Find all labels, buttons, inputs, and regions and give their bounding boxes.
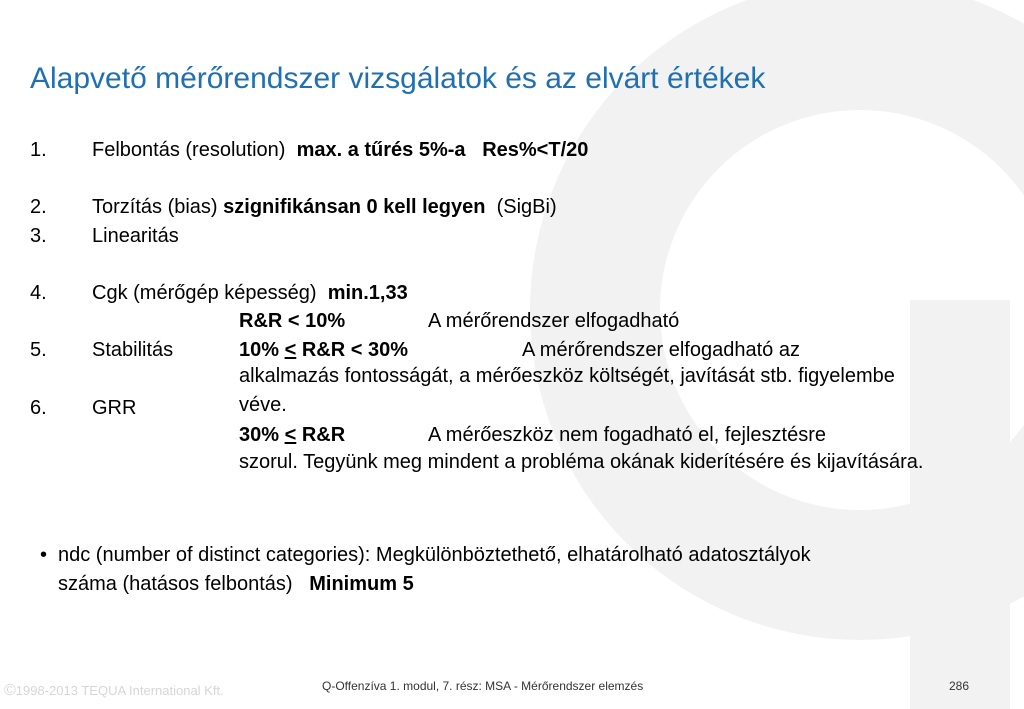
list-item [30,138,47,162]
item-label: Felbontás (resolution) [92,139,286,161]
ndc-bullet [40,541,818,599]
list-item-text [92,281,408,305]
item-number: 6. [30,397,47,419]
bullet-bold: Minimum 5 [309,573,414,595]
item-label: GRR [92,397,137,419]
item-label: Linearitás [92,225,179,247]
item-number: 1. [30,139,47,161]
grr-criterion-1-label: R&R < 10% [239,310,346,332]
list-item [30,224,47,248]
copyright [4,682,224,700]
bullet-marker: • [40,544,48,566]
copyright-icon: © [4,682,16,699]
grr-criterion-2-continuation: alkalmazás fontosságát, a mérőeszköz költségét, javítását stb. figyelembe véve. [239,365,895,416]
page-title: Alapvető mérőrendszer vizsgálatok és az elvárt értékek [30,62,766,95]
bullet-text-block [58,541,818,599]
item-number: 4. [30,282,47,304]
grr-criterion-2-label [239,338,408,362]
item-value: max. a tűrés 5%-a Res%<T/20 [296,139,589,161]
page-number: 286 [949,679,970,693]
item-number: 3. [30,225,47,247]
grr-label-part: 10% [239,339,285,361]
grr-label-part: R&R [296,424,346,446]
list-item-text [92,396,136,420]
list-item [30,195,47,219]
item-number: 2. [30,196,47,218]
item-value: szignifikánsan 0 kell legyen [223,196,486,218]
list-item-text [92,338,173,362]
grr-label-part: R&R < 30% [296,339,408,361]
list-item [30,281,47,305]
grr-criterion-2-text: A mérőrendszer elfogadható az [522,339,800,361]
list-item-text [92,224,179,248]
grr-criterion-1-text: A mérőrendszer elfogadható [428,310,680,332]
item-label: Stabilitás [92,339,174,361]
grr-label-part: < [284,424,297,446]
grr-criterion-3-text: A mérőeszköz nem fogadható el, fejlesztésre [428,424,826,446]
list-item-text [92,138,588,162]
item-label: Torzítás (bias) [92,196,218,218]
grr-criterion-3-label [239,423,345,447]
list-item [30,338,47,362]
list-item [30,396,47,420]
item-number: 5. [30,339,47,361]
copyright-text: 1998-2013 TEQUA International Kft. [15,683,224,698]
item-note: (SigBi) [496,196,557,218]
item-label: Cgk (mérőgép képesség) [92,282,317,304]
grr-label-part: < [284,339,297,361]
item-value: min.1,33 [327,282,408,304]
grr-label-part: 30% [239,424,285,446]
bullet-text: ndc (number of distinct categories): Megkülönböztethető, elhatárolható adatosztályok száma (hatásos felbontás) [58,544,811,595]
grr-criterion-3-continuation: szorul. Tegyünk meg mindent a probléma okának kiderítésére és kijavítására. [239,451,924,473]
list-item-text [92,195,557,219]
footer-title: Q-Offenzíva 1. modul, 7. rész: MSA - Mérőrendszer elemzés [322,679,644,693]
